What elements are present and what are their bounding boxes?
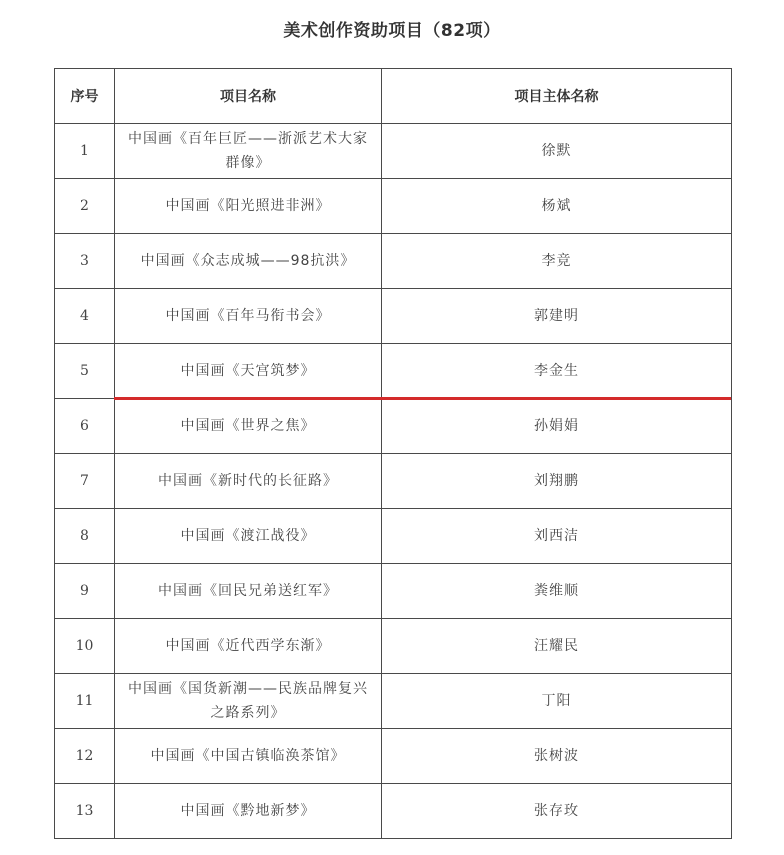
project-name-cell: 中国画《中国古镇临涣茶馆》 [115,729,382,784]
row-index: 4 [55,289,115,344]
table-row [55,289,732,344]
entity-name-cell: 刘西洁 [382,509,732,564]
entity-name-cell: 李竞 [382,234,732,289]
entity-name-cell: 李金生 [382,344,732,399]
project-name-cell: 中国画《回民兄弟送红军》 [115,564,382,619]
entity-name-cell: 丁阳 [382,674,732,729]
entity-name-cell: 郭建明 [382,289,732,344]
page-title: 美术创作资助项目（82项） [283,21,501,41]
row-index: 11 [55,674,115,729]
row-index: 9 [55,564,115,619]
entity-name-cell: 张存玫 [382,784,732,839]
entity-name-cell: 杨斌 [382,179,732,234]
row-index: 10 [55,619,115,674]
table-row [55,784,732,839]
table-row [55,124,732,179]
table-row [55,509,732,564]
entity-name-cell: 张树波 [382,729,732,784]
table-header-row [55,69,732,124]
table-row [55,729,732,784]
table-row [55,564,732,619]
row-index: 6 [55,399,115,454]
table-row [55,399,732,454]
row-index: 8 [55,509,115,564]
project-name-cell: 中国画《近代西学东渐》 [115,619,382,674]
row-index: 13 [55,784,115,839]
row-index: 12 [55,729,115,784]
table-row [55,179,732,234]
project-name-cell: 中国画《渡江战役》 [115,509,382,564]
row-index: 1 [55,124,115,179]
entity-name-cell: 粪维顺 [382,564,732,619]
column-header-index: 序号 [55,69,115,124]
table-row [55,344,732,399]
table-row [55,674,732,729]
project-name-cell: 中国画《国货新潮——民族品牌复兴之路系列》 [115,674,382,729]
entity-name-cell: 孙娟娟 [382,399,732,454]
table-row [55,619,732,674]
highlight-underline [114,397,731,400]
column-header-project-name: 项目名称 [115,69,382,124]
column-header-entity-name: 项目主体名称 [382,69,732,124]
project-name-cell: 中国画《黔地新梦》 [115,784,382,839]
row-index: 5 [55,344,115,399]
entity-name-cell: 刘翔鹏 [382,454,732,509]
project-name-cell: 中国画《众志成城——98抗洪》 [115,234,382,289]
project-name-cell: 中国画《百年巨匠——浙派艺术大家群像》 [115,124,382,179]
row-index: 2 [55,179,115,234]
row-index: 3 [55,234,115,289]
table-row [55,454,732,509]
table-row [55,234,732,289]
table-body [55,124,732,839]
project-name-cell: 中国画《世界之焦》 [115,399,382,454]
project-name-cell: 中国画《新时代的长征路》 [115,454,382,509]
project-name-cell: 中国画《百年马衔书会》 [115,289,382,344]
project-name-cell: 中国画《阳光照进非洲》 [115,179,382,234]
row-index: 7 [55,454,115,509]
grant-project-table [54,68,732,839]
entity-name-cell: 汪耀民 [382,619,732,674]
entity-name-cell: 徐默 [382,124,732,179]
project-name-cell: 中国画《天宫筑梦》 [115,344,382,399]
